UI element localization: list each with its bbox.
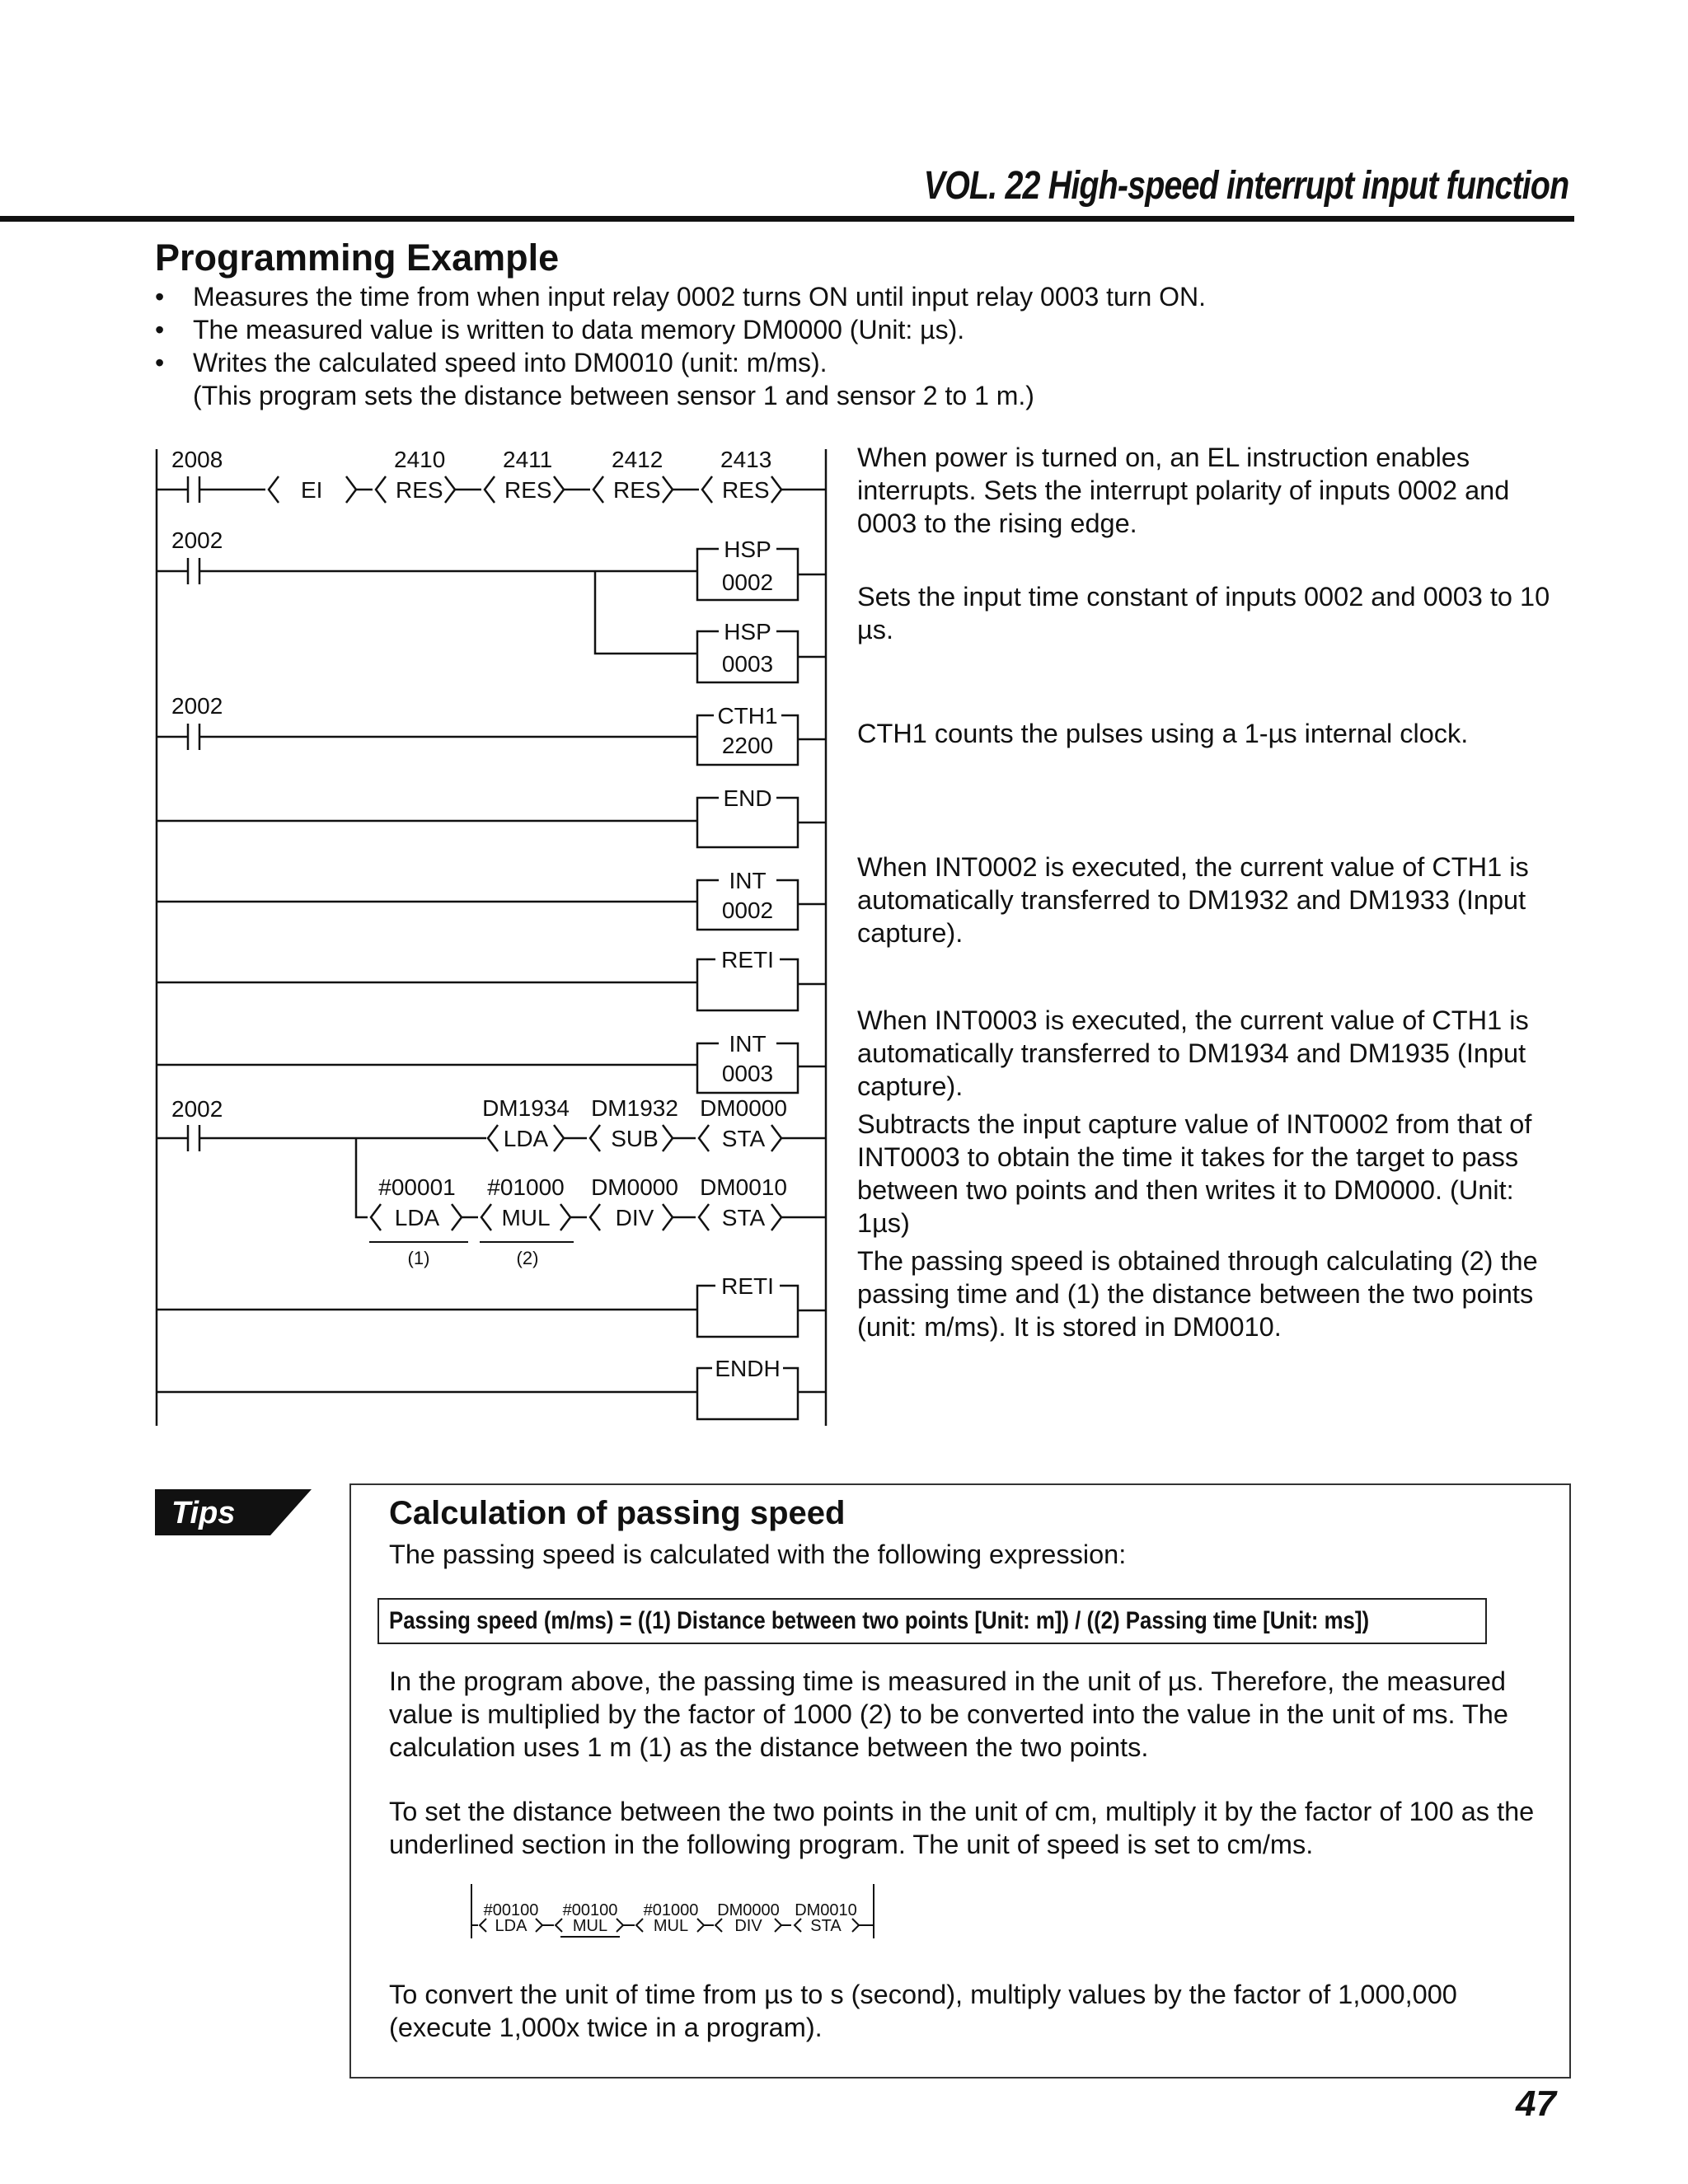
tips-label: Tips	[171, 1496, 236, 1530]
bullet-mark: •	[155, 348, 165, 377]
rung-reti-2	[157, 1273, 826, 1337]
operand-addr: DM1934	[482, 1095, 570, 1121]
rung-2	[157, 527, 826, 682]
contact-label: 2002	[171, 1096, 223, 1122]
res-label: RES	[613, 477, 661, 503]
description-input-time-constant: Sets the input time constant of inputs 0002 and 0003 to 10 µs.	[857, 582, 1550, 644]
formula-text: Passing speed (m/ms) = ((1) Distance between two points [Unit: m]) / ((2) Passing time [Unit: ms])	[389, 1607, 1370, 1634]
cth-op: CTH1	[717, 703, 778, 729]
contact-label: 2002	[171, 693, 223, 719]
instruction-op: STA	[721, 1205, 766, 1230]
bullet-text: Measures the time from when input relay 0002 turns ON until input relay 0003 turn ON.	[193, 282, 1207, 312]
end-op: END	[723, 785, 772, 811]
bullet-text: Writes the calculated speed into DM0010 (unit: m/ms).	[193, 348, 828, 377]
description-cth1: CTH1 counts the pulses using a 1-µs internal clock.	[857, 719, 1469, 748]
int-op: INT	[729, 1031, 767, 1057]
description-speed: The passing speed is obtained through calculating (2) the passing time and (1) the distance between the two points (unit: m/ms). It is stored in DM0010.	[857, 1246, 1538, 1342]
tips-tab	[155, 1489, 312, 1535]
rung-int-0002	[157, 868, 826, 930]
rung-int-0003	[157, 1031, 826, 1093]
mini-program	[462, 1881, 890, 1960]
mark-1: (1)	[407, 1248, 430, 1268]
res-addr: 2412	[612, 447, 663, 472]
mini-op: LDA	[495, 1917, 528, 1935]
operand-addr: DM0000	[700, 1095, 787, 1121]
header-title: VOL. 22 High-speed interrupt input function	[923, 164, 1568, 208]
mini-op: MUL	[653, 1917, 689, 1935]
res-addr: 2413	[720, 447, 772, 472]
mini-op: DIV	[734, 1917, 762, 1935]
bullet-mark: •	[155, 282, 165, 312]
ladder-diagram	[0, 0, 832, 1442]
res-addr: 2411	[503, 447, 553, 472]
hsp-arg: 0003	[721, 651, 774, 677]
operand-addr: #01000	[487, 1174, 565, 1200]
instruction-op: SUB	[611, 1126, 659, 1151]
mini-op: MUL	[572, 1917, 608, 1935]
tips-paragraph-1: In the program above, the passing time is measured in the unit of µs. Therefore, the measured value is multiplied by the factor of 1000 (2) to be converted into the value in the unit of ms. The calculation uses 1 m (1) as the distance between the two points.	[389, 1666, 1508, 1762]
hsp-op: HSP	[724, 619, 771, 644]
instruction-op: MUL	[501, 1205, 551, 1230]
bullet-mark: •	[155, 315, 165, 344]
tips-paragraph-2: To set the distance between the two points in the unit of cm, multiply it by the factor of 100 as the underlined section in the following program. The unit of speed is set to cm/ms.	[389, 1797, 1535, 1859]
tips-intro: The passing speed is calculated with the following expression:	[389, 1540, 1127, 1569]
rung-1	[157, 447, 826, 503]
rung-reti-1	[157, 947, 826, 1010]
reti-op: RETI	[721, 1273, 774, 1299]
tips-title: Calculation of passing speed	[389, 1495, 846, 1531]
tips-paragraph-3: To convert the unit of time from µs to s (second), multiply values by the factor of 1,000,000 (execute 1,000x twice in a program).	[389, 1980, 1457, 2042]
cth-arg: 2200	[721, 733, 774, 758]
description-int0003: When INT0003 is executed, the current value of CTH1 is automatically transferred to DM1934 and DM1935 (Input capture).	[857, 1005, 1529, 1101]
int-arg: 0002	[721, 898, 774, 923]
reti-op: RETI	[721, 947, 774, 972]
res-label: RES	[396, 477, 443, 503]
formula-box	[377, 1598, 1487, 1644]
mini-addr: #00100	[562, 1901, 618, 1919]
instruction-op: LDA	[503, 1126, 549, 1151]
bullet-text: The measured value is written to data memory DM0000 (Unit: µs).	[193, 315, 965, 344]
instruction-op: LDA	[394, 1205, 440, 1230]
mark-2: (2)	[516, 1248, 539, 1268]
int-arg: 0003	[721, 1061, 774, 1086]
rung-end	[157, 785, 826, 847]
description-subtract: Subtracts the input capture value of INT0002 from that of INT0003 to obtain the time it takes for the target to pass between two points and then writes it to DM0000. (Unit: 1µs)	[857, 1109, 1532, 1238]
instruction-op: DIV	[615, 1205, 654, 1230]
mini-addr: DM0010	[795, 1901, 857, 1919]
mini-addr: DM0000	[717, 1901, 780, 1919]
ei-label: EI	[301, 477, 323, 503]
int-op: INT	[729, 868, 767, 893]
mini-addr: #00100	[483, 1901, 539, 1919]
section-title: Programming Example	[155, 237, 560, 279]
contact-label: 2002	[171, 527, 223, 553]
description-int0002: When INT0002 is executed, the current value of CTH1 is automatically transferred to DM1932 and DM1933 (Input capture).	[857, 852, 1529, 948]
operand-addr: DM0010	[700, 1174, 787, 1200]
endh-op: ENDH	[715, 1356, 781, 1381]
operand-addr: DM1932	[591, 1095, 678, 1121]
operand-addr: DM0000	[591, 1174, 678, 1200]
mini-addr: #01000	[643, 1901, 699, 1919]
rung-4	[157, 1095, 826, 1268]
hsp-arg: 0002	[721, 569, 774, 595]
res-label: RES	[722, 477, 770, 503]
rung-3	[157, 693, 826, 765]
instruction-op: STA	[721, 1126, 766, 1151]
res-addr: 2410	[394, 447, 446, 472]
bullet-note-text: (This program sets the distance between sensor 1 and sensor 2 to 1 m.)	[193, 381, 1034, 410]
page-number: 47	[1516, 2083, 1556, 2124]
hsp-op: HSP	[724, 537, 771, 562]
contact-label: 2008	[171, 447, 223, 472]
operand-addr: #00001	[378, 1174, 456, 1200]
res-label: RES	[504, 477, 552, 503]
rung-endh	[157, 1356, 826, 1419]
description-interrupts: When power is turned on, an EL instruction enables interrupts. Sets the interrupt polarity of inputs 0002 and 0003 to the rising edge.	[857, 443, 1510, 538]
mini-op: STA	[810, 1917, 842, 1935]
